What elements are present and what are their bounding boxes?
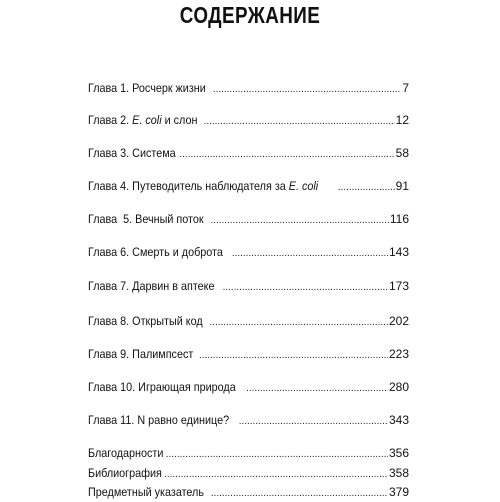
toc-entry-label: Предметный указатель — [88, 485, 205, 499]
leader-dots — [246, 381, 388, 397]
leader-dots — [179, 147, 394, 163]
toc-entry-page: 58 — [395, 146, 409, 160]
toc-entry-label: Глава 4. Путеводитель наблюдателя за — [88, 179, 289, 193]
toc-entry-page: 7 — [402, 81, 409, 95]
toc-entry-bibliography — [88, 465, 409, 481]
toc-entry-label: Глава 2. — [88, 113, 133, 127]
toc-entry-chapter-5 — [88, 211, 409, 227]
toc-entry-page: 379 — [388, 485, 409, 499]
leader-dots — [232, 246, 388, 262]
toc-entry-label: Глава 6. Смерть и доброта — [88, 245, 223, 259]
toc-entry-page: 223 — [388, 347, 409, 361]
page-title: СОДЕРЖАНИЕ — [179, 2, 321, 28]
leader-dots — [239, 414, 388, 430]
toc-entry-label: Благодарности — [88, 446, 164, 460]
leader-dots — [210, 213, 388, 229]
toc-entry-page: 12 — [395, 113, 409, 127]
toc-entry-label: Глава 3. Система — [88, 146, 176, 160]
toc-entry-acknowledgements — [88, 445, 409, 461]
leader-dots — [164, 467, 388, 483]
toc-entry-chapter-4: Глава 4. Путеводитель наблюдателя за E. coli . . . 91 — [88, 178, 409, 194]
toc-entry-subject-index — [88, 484, 409, 500]
toc-entry-label: Глава 9. Палимпсест — [88, 347, 194, 361]
toc-entry-page: 91 — [395, 179, 409, 193]
leader-dots — [209, 315, 388, 331]
leader-dots — [204, 114, 395, 130]
leader-dots — [213, 82, 401, 98]
toc-entry-chapter-9 — [88, 346, 409, 362]
toc-entry-chapter-8 — [88, 313, 409, 329]
toc-entry-page: 202 — [388, 314, 409, 328]
toc-entry-label: Глава 8. Открытый код — [88, 314, 203, 328]
toc-entry-page: 358 — [388, 466, 409, 480]
leader-dots — [223, 280, 388, 296]
toc-entry-chapter-3 — [88, 145, 409, 161]
toc-entry-page: 116 — [389, 212, 409, 226]
toc-entry-label: Глава 1. Росчерк жизни — [88, 81, 206, 95]
toc-list — [88, 0, 409, 500]
toc-entry-chapter-1 — [88, 80, 409, 96]
toc-entry-label: Глава 5. Вечный поток — [88, 212, 204, 226]
toc-entry-label: Глава 7. Дарвин в аптеке — [88, 279, 215, 293]
toc-entry-chapter-2: Глава 2. E. coli и слон . . . 12 — [88, 112, 409, 128]
toc-entry-page: 280 — [388, 380, 409, 394]
toc-entry-label: Глава 11. N равно единице? — [88, 413, 230, 427]
toc-entry-chapter-11 — [88, 412, 409, 428]
leader-dots — [166, 447, 388, 463]
leader-dots — [199, 348, 388, 364]
toc-entry-page: 343 — [388, 413, 409, 427]
toc-entry-chapter-7 — [88, 278, 409, 294]
toc-entry-page: 143 — [388, 245, 409, 259]
toc-entry-label: Глава 10. Играющая природа — [88, 380, 236, 394]
toc-entry-page: 173 — [388, 279, 409, 293]
toc-entry-page: 356 — [388, 446, 409, 460]
toc-entry-label: Библиография — [88, 466, 162, 480]
leader-dots — [338, 180, 395, 196]
toc-entry-chapter-6 — [88, 244, 409, 260]
toc-entry-chapter-10 — [88, 379, 409, 395]
